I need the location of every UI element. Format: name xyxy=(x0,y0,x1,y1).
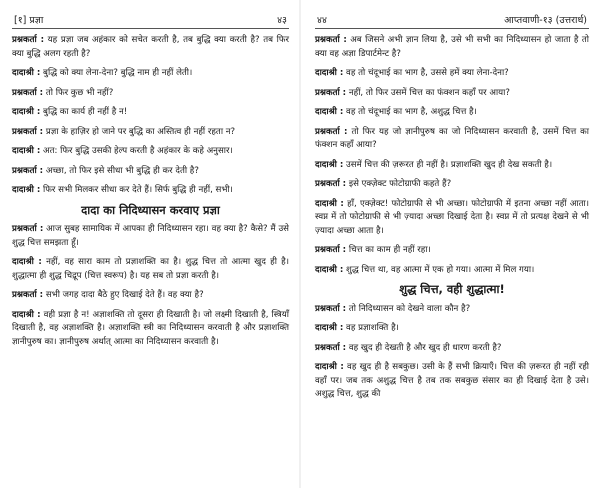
speaker-label: दादाश्री : xyxy=(12,309,41,320)
page-header xyxy=(315,10,589,29)
dialogue-paragraph xyxy=(315,87,589,101)
dialogue-text: नहीं, वह सारा काम तो प्रज्ञाशक्ति का है। शुद्ध चित्त तो आत्मा खुद ही है। शुद्धात्मा ही शुद्ध चिद्रूप (चित्त स्वरूप) है। यह सब तो प्रज्ञा करती है। xyxy=(12,257,289,281)
dialogue-text: वह खुद ही देखती है और खुद ही धारण करती है? xyxy=(346,342,502,353)
page-content xyxy=(12,34,289,349)
dialogue-paragraph xyxy=(12,145,289,159)
dialogue-paragraph xyxy=(12,184,289,198)
dialogue-text: बुद्धि का कार्य ही नहीं है न! xyxy=(40,107,128,117)
dialogue-paragraph xyxy=(315,159,589,173)
page-number: ४३ xyxy=(277,14,287,26)
dialogue-text: फिर सभी मिलकर सीधा कर देते हैं। सिर्फ बुद्धि ही नहीं, सभी। xyxy=(40,185,233,195)
speaker-label: प्रश्नकर्ता : xyxy=(12,126,44,137)
dialogue-text: नहीं, तो फिर उसमें चित्त का फंक्शन कहाँ पर आया? xyxy=(346,87,510,98)
speaker-label: प्रश्नकर्ता : xyxy=(12,290,44,300)
dialogue-text: हाँ, एक्ज़ेक्ट! फोटोग्राफी से भी अच्छा। फोटोग्राफी में इतना अच्छा नहीं आता। स्वप्न में तो फोटोग्राफी से भी ज़्यादा अच्छा दिखाई देता है। स्वप्न में तो प्रत्यक्ष देखने से भी ज़्यादा अच्छा आता है। xyxy=(315,198,589,236)
dialogue-paragraph xyxy=(315,34,589,61)
dialogue-paragraph xyxy=(315,361,589,402)
dialogue-paragraph xyxy=(12,67,289,81)
page-number: ४४ xyxy=(317,14,327,26)
section-heading: दादा का निदिध्यासन करवाए प्रज्ञा xyxy=(81,202,220,217)
dialogue-text: तो निदिध्यासन को देखने वाला कौन है? xyxy=(346,303,471,314)
dialogue-paragraph xyxy=(315,106,589,120)
dialogue-paragraph xyxy=(315,178,589,192)
dialogue-text: प्रज्ञा के हाज़िर हो जाने पर बुद्धि का अस्तित्व ही नहीं रहता न? xyxy=(43,126,236,137)
dialogue-paragraph xyxy=(315,322,589,336)
speaker-label: प्रश्नकर्ता : xyxy=(315,342,347,353)
speaker-label: प्रश्नकर्ता : xyxy=(315,87,347,98)
dialogue-paragraph xyxy=(315,342,589,356)
dialogue-paragraph xyxy=(315,126,589,153)
dialogue-text: चित्त का काम ही नहीं रहा। xyxy=(346,245,431,255)
dialogue-text: अत: फिर बुद्धि उसकी हेल्प करती है अहंकार के कहे अनुसार। xyxy=(40,146,233,156)
dialogue-text: वह तो चंदूभाई का भाग है, अशुद्ध चित्त है। xyxy=(343,107,477,117)
speaker-label: दादाश्री : xyxy=(12,185,41,195)
speaker-label: दादाश्री : xyxy=(315,107,344,117)
page-header xyxy=(12,10,289,29)
speaker-label: प्रश्नकर्ता : xyxy=(12,224,44,234)
dialogue-paragraph xyxy=(12,34,289,61)
speaker-label: दादाश्री : xyxy=(315,159,344,170)
dialogue-text: अब जिसने अभी ज्ञान लिया है, उसे भी सभी का निदिध्यासन हो जाता है तो क्या वह अज्ञा डिपार्टमेन्ट है? xyxy=(315,35,589,59)
dialogue-paragraph xyxy=(12,87,289,101)
dialogue-text: आज सुबह सामायिक में आपका ही निदिध्यासन रहा। वह क्या है? कैसे? मैं उसे शुद्ध चित्त समझता हूँ। xyxy=(12,224,289,248)
dialogue-text: उसमें चित्त की ज़रूरत ही नहीं है। प्रज्ञाशक्ति खुद ही देख सकती है। xyxy=(343,159,553,170)
dialogue-paragraph xyxy=(315,303,589,317)
dialogue-text: वह खुद ही है सबकुछ। उसी के हैं सभी क्रियाएँ। चित्त की ज़रूरत ही नहीं रही वहाँ पर। जब तक अशुद्ध चित्त है तब तक सबकुछ संसार का ही दिखाई देता है उसे। अशुद्ध चित्त, शुद्ध की xyxy=(315,362,589,399)
speaker-label: प्रश्नकर्ता : xyxy=(12,165,44,176)
book-title: आप्तवाणी-१३ (उत्तरार्ध) xyxy=(504,14,587,26)
page-content xyxy=(315,34,589,402)
speaker-label: प्रश्नकर्ता : xyxy=(315,35,347,45)
speaker-label: प्रश्नकर्ता : xyxy=(12,35,45,45)
speaker-label: दादाश्री : xyxy=(12,107,41,117)
dialogue-paragraph xyxy=(315,264,589,278)
dialogue-text: बुद्धि को क्या लेना-देना? बुद्धि नाम ही नहीं लेती। xyxy=(40,68,193,78)
speaker-label: दादाश्री : xyxy=(315,362,344,372)
dialogue-text: तो फिर यह जो ज्ञानीपुरुष का जो निदिध्यासन करवाती है, उसमें चित्त का फंक्शन कहाँ आया? xyxy=(315,126,589,150)
dialogue-text: अच्छा, तो फिर इसे सीधा भी बुद्धि ही कर देती है? xyxy=(43,165,199,176)
speaker-label: दादाश्री : xyxy=(315,264,344,275)
dialogue-paragraph xyxy=(315,198,589,239)
speaker-label: दादाश्री : xyxy=(315,198,344,209)
speaker-label: दादाश्री : xyxy=(315,68,344,78)
left-page xyxy=(0,0,299,488)
dialogue-paragraph xyxy=(12,289,289,303)
dialogue-paragraph xyxy=(12,223,289,250)
speaker-label: दादाश्री : xyxy=(315,323,344,333)
speaker-label: दादाश्री : xyxy=(12,68,41,78)
dialogue-paragraph xyxy=(12,126,289,140)
chapter-title: [१] प्रज्ञा xyxy=(14,14,44,26)
dialogue-paragraph xyxy=(12,165,289,179)
speaker-label: प्रश्नकर्ता : xyxy=(12,87,44,98)
dialogue-paragraph xyxy=(12,309,289,350)
dialogue-text: वह प्रज्ञाशक्ति है। xyxy=(343,323,399,333)
right-page xyxy=(301,0,599,488)
dialogue-text: इसे एक्ज़ेक्ट फोटोग्राफी कहते हैं? xyxy=(346,179,452,189)
speaker-label: दादाश्री : xyxy=(12,146,41,156)
dialogue-text: शुद्ध चित्त था, वह आत्मा में एक हो गया। आत्मा में मिल गया। xyxy=(343,264,535,275)
dialogue-text: वही प्रज्ञा है न! अज्ञाशक्ति तो दूसरा ही दिखाती है। जो लक्ष्मी दिखाती है, स्त्रियाँ दिखाती है, वह अज्ञाशक्ति है। अज्ञाशक्ति स्त्री का निदिध्यासन करवाती है और प्रज्ञाशक्ति ज्ञानीपुरुष का। ज्ञानीपुरुष अर्थात् आत्मा का निदिध्यासन करवाती है। xyxy=(12,309,289,347)
dialogue-text: वह तो चंदूभाई का भाग है, उससे हमें क्या लेना-देना? xyxy=(343,68,509,78)
dialogue-text: सभी जगह दादा बैठे हुए दिखाई देते हैं। वह क्या है? xyxy=(43,290,204,300)
dialogue-paragraph xyxy=(12,106,289,120)
speaker-label: प्रश्नकर्ता : xyxy=(315,126,348,137)
dialogue-text: तो फिर कुछ भी नहीं? xyxy=(43,87,114,98)
speaker-label: प्रश्नकर्ता : xyxy=(315,303,347,314)
speaker-label: प्रश्नकर्ता : xyxy=(315,245,347,255)
speaker-label: प्रश्नकर्ता : xyxy=(315,179,347,189)
dialogue-paragraph xyxy=(315,67,589,81)
dialogue-paragraph xyxy=(315,244,589,258)
dialogue-text: यह प्रज्ञा जब अहंकार को सचेत करती है, तब बुद्धि क्या करती है? तब फिर क्या बुद्धि अलग रहती है? xyxy=(12,35,289,59)
speaker-label: दादाश्री : xyxy=(12,257,42,267)
dialogue-paragraph xyxy=(12,256,289,283)
section-heading: शुद्ध चित्त, वही शुद्धात्मा! xyxy=(399,282,505,296)
